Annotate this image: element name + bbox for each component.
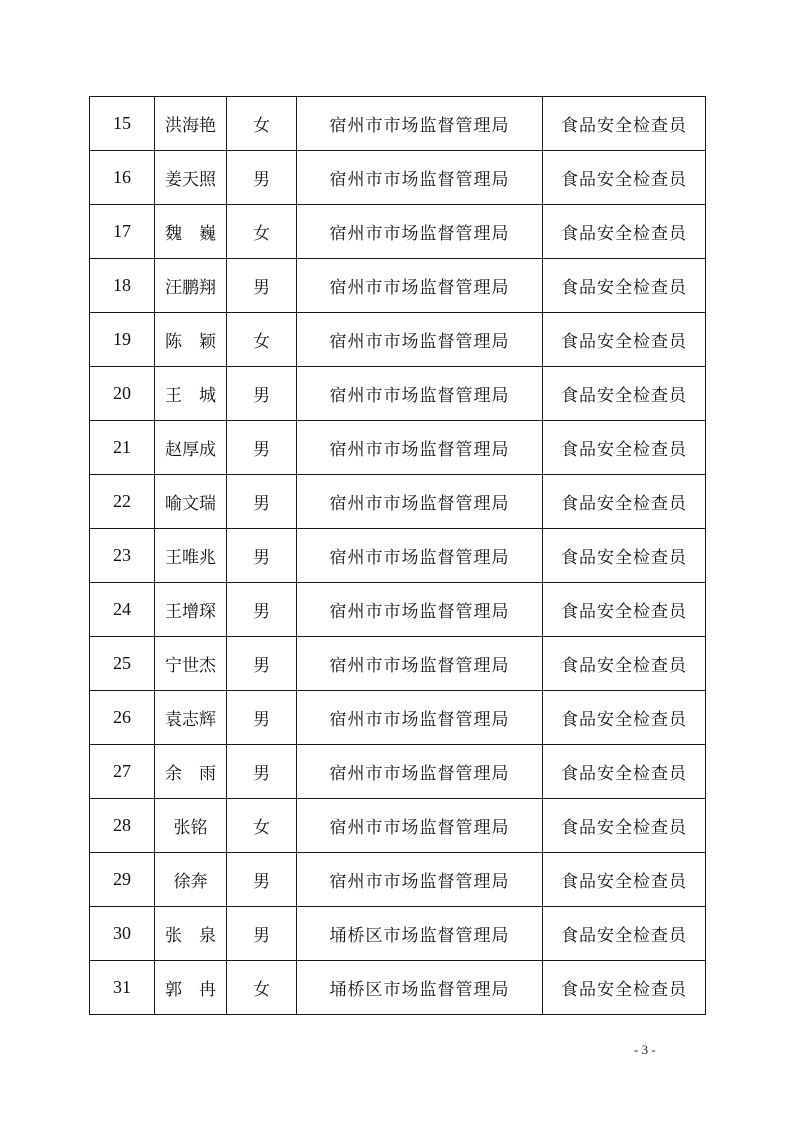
position-cell: 食品安全检查员: [543, 97, 706, 151]
person-name-cell: 姜天照: [155, 151, 227, 205]
gender-cell: 男: [227, 637, 297, 691]
person-name-cell: 喻文瑞: [155, 475, 227, 529]
person-name-cell: 张 泉: [155, 907, 227, 961]
table-row: [90, 907, 706, 961]
gender-cell: 男: [227, 151, 297, 205]
gender-cell: 女: [227, 961, 297, 1015]
position-cell: 食品安全检查员: [543, 637, 706, 691]
position-cell: 食品安全检查员: [543, 313, 706, 367]
row-number-cell: 22: [90, 475, 155, 529]
work-unit-cell: 宿州市市场监督管理局: [297, 475, 543, 529]
work-unit-cell: 宿州市市场监督管理局: [297, 97, 543, 151]
gender-cell: 男: [227, 421, 297, 475]
table-row: [90, 583, 706, 637]
work-unit-cell: 宿州市市场监督管理局: [297, 583, 543, 637]
work-unit-cell: 宿州市市场监督管理局: [297, 691, 543, 745]
row-number-cell: 24: [90, 583, 155, 637]
row-number-cell: 16: [90, 151, 155, 205]
table-row: [90, 313, 706, 367]
position-cell: 食品安全检查员: [543, 475, 706, 529]
table-row: [90, 637, 706, 691]
gender-cell: 男: [227, 529, 297, 583]
row-number-cell: 23: [90, 529, 155, 583]
position-cell: 食品安全检查员: [543, 259, 706, 313]
gender-cell: 女: [227, 313, 297, 367]
table-row: [90, 745, 706, 799]
table-row: [90, 853, 706, 907]
table-row: [90, 475, 706, 529]
table-row: [90, 691, 706, 745]
gender-cell: 男: [227, 367, 297, 421]
work-unit-cell: 宿州市市场监督管理局: [297, 313, 543, 367]
person-name-cell: 魏 巍: [155, 205, 227, 259]
gender-cell: 男: [227, 745, 297, 799]
row-number-cell: 20: [90, 367, 155, 421]
position-cell: 食品安全检查员: [543, 961, 706, 1015]
position-cell: 食品安全检查员: [543, 799, 706, 853]
page-number: - 3 -: [634, 1042, 656, 1057]
person-name-cell: 陈 颖: [155, 313, 227, 367]
row-number-cell: 19: [90, 313, 155, 367]
work-unit-cell: 宿州市市场监督管理局: [297, 799, 543, 853]
gender-cell: 男: [227, 259, 297, 313]
row-number-cell: 31: [90, 961, 155, 1015]
gender-cell: 男: [227, 853, 297, 907]
row-number-cell: 25: [90, 637, 155, 691]
work-unit-cell: 宿州市市场监督管理局: [297, 853, 543, 907]
work-unit-cell: 宿州市市场监督管理局: [297, 745, 543, 799]
work-unit-cell: 宿州市市场监督管理局: [297, 151, 543, 205]
person-name-cell: 张铭: [155, 799, 227, 853]
gender-cell: 男: [227, 691, 297, 745]
table-row: [90, 529, 706, 583]
table-row: [90, 367, 706, 421]
row-number-cell: 18: [90, 259, 155, 313]
position-cell: 食品安全检查员: [543, 907, 706, 961]
person-name-cell: 徐奔: [155, 853, 227, 907]
work-unit-cell: 宿州市市场监督管理局: [297, 421, 543, 475]
person-name-cell: 赵厚成: [155, 421, 227, 475]
gender-cell: 女: [227, 97, 297, 151]
position-cell: 食品安全检查员: [543, 691, 706, 745]
row-number-cell: 27: [90, 745, 155, 799]
gender-cell: 男: [227, 907, 297, 961]
work-unit-cell: 宿州市市场监督管理局: [297, 259, 543, 313]
row-number-cell: 29: [90, 853, 155, 907]
roster-table-body: [90, 97, 706, 1015]
row-number-cell: 21: [90, 421, 155, 475]
position-cell: 食品安全检查员: [543, 367, 706, 421]
work-unit-cell: 宿州市市场监督管理局: [297, 529, 543, 583]
table-row: [90, 259, 706, 313]
position-cell: 食品安全检查员: [543, 529, 706, 583]
roster-table: [89, 96, 706, 1015]
row-number-cell: 28: [90, 799, 155, 853]
position-cell: 食品安全检查员: [543, 151, 706, 205]
position-cell: 食品安全检查员: [543, 205, 706, 259]
person-name-cell: 袁志辉: [155, 691, 227, 745]
gender-cell: 女: [227, 205, 297, 259]
row-number-cell: 15: [90, 97, 155, 151]
position-cell: 食品安全检查员: [543, 853, 706, 907]
row-number-cell: 26: [90, 691, 155, 745]
row-number-cell: 17: [90, 205, 155, 259]
position-cell: 食品安全检查员: [543, 583, 706, 637]
person-name-cell: 洪海艳: [155, 97, 227, 151]
person-name-cell: 郭 冉: [155, 961, 227, 1015]
person-name-cell: 王唯兆: [155, 529, 227, 583]
table-row: [90, 799, 706, 853]
table-row: [90, 151, 706, 205]
work-unit-cell: 埇桥区市场监督管理局: [297, 907, 543, 961]
table-row: [90, 961, 706, 1015]
table-row: [90, 97, 706, 151]
work-unit-cell: 宿州市市场监督管理局: [297, 367, 543, 421]
work-unit-cell: 埇桥区市场监督管理局: [297, 961, 543, 1015]
gender-cell: 男: [227, 475, 297, 529]
table-row: [90, 205, 706, 259]
work-unit-cell: 宿州市市场监督管理局: [297, 205, 543, 259]
row-number-cell: 30: [90, 907, 155, 961]
gender-cell: 男: [227, 583, 297, 637]
person-name-cell: 王增琛: [155, 583, 227, 637]
table-row: [90, 421, 706, 475]
gender-cell: 女: [227, 799, 297, 853]
position-cell: 食品安全检查员: [543, 421, 706, 475]
position-cell: 食品安全检查员: [543, 745, 706, 799]
work-unit-cell: 宿州市市场监督管理局: [297, 637, 543, 691]
person-name-cell: 余 雨: [155, 745, 227, 799]
person-name-cell: 宁世杰: [155, 637, 227, 691]
person-name-cell: 王 城: [155, 367, 227, 421]
person-name-cell: 汪鹏翔: [155, 259, 227, 313]
